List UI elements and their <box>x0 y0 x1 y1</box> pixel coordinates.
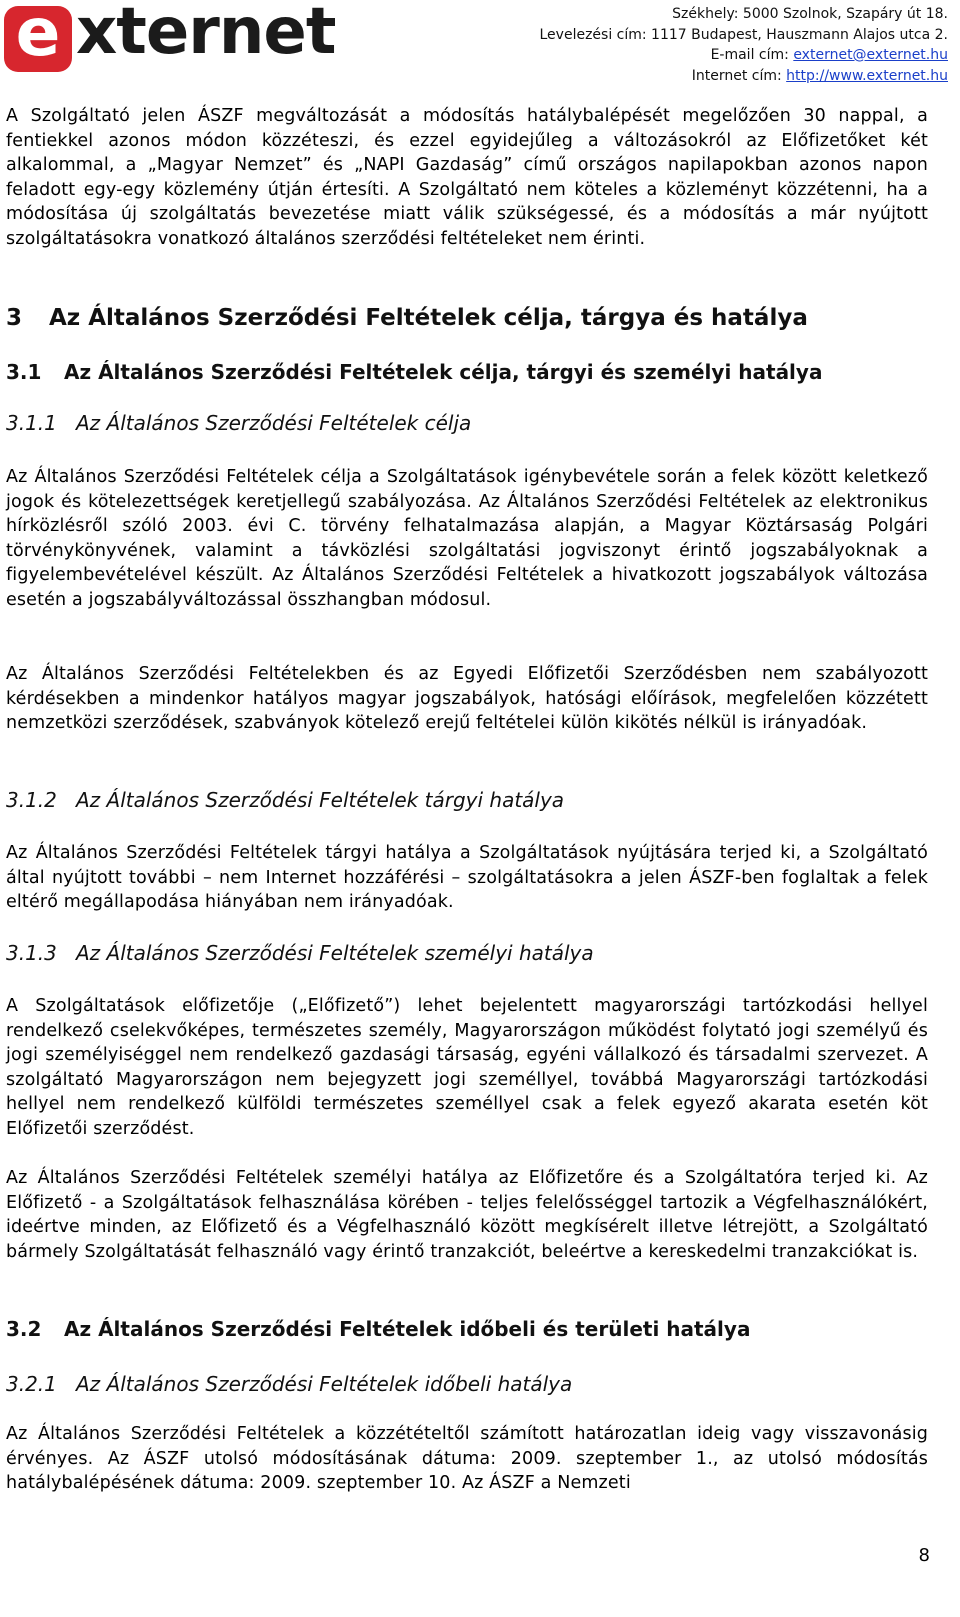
page-number: 8 <box>918 1545 930 1566</box>
paragraph-governing-law: Az Általános Szerződési Feltételekben és az Egyedi Előfizetői Szerződésben nem szabályozott kérdésekben a mindenkor hatályos magyar jogszabályok, hatósági előírások, megfelelően közzétett nemzetközi szerződések, szabványok kötelező erejű feltételei külön kikötés nélkül is irányadóak. <box>6 664 928 734</box>
page-header <box>0 0 960 90</box>
postal-line: Levelezési cím: 1117 Budapest, Hauszmann Alajos utca 2. <box>539 26 948 43</box>
logo-wordmark: xternet <box>76 0 336 69</box>
paragraph-personal-scope: Az Általános Szerződési Feltételek személyi hatálya az Előfizetőre és a Szolgáltatóra terjed ki. Az Előfizető - a Szolgáltatások felhasználása körében - teljes felelősséggel tartozik a Végfelhasználókért, ideértve minden, az Előfizető és a Végfelhasználó között megkísérelt illetve létrejött, a Szolgáltató bármely Szolgáltatását felhasználó vagy érintő tranzakciót, beleértve a kereskedelmi tranzakciókat is. <box>6 1168 928 1262</box>
paragraph-purpose: Az Általános Szerződési Feltételek célja a Szolgáltatások igénybevétele során a felek között keletkező jogok és kötelezettségek keretjellegű szabályozása. Az Általános Szerződési Feltételek az elektronikus hírközlésről szóló 2003. évi C. törvény felhatalmazása alapján, a Magyar Köztársaság Polgári törvénykönyvének, valamint a távközlési szolgáltatási jogviszonyt érintő jogszabályoknak a figyelembevételével készült. Az Általános Szerződési Feltételek a hivatkozott jogszabályok változása esetén a jogszabályváltozással összhangban módosul. <box>6 467 928 610</box>
email-link[interactable]: externet@externet.hu <box>793 47 948 63</box>
address-line: Székhely: 5000 Szolnok, Szapáry út 18. <box>672 6 948 22</box>
contact-block <box>540 4 949 86</box>
paragraph-subscriber-eligibility: A Szolgáltatások előfizetője („Előfizető”) lehet bejelentett magyarországi tartózkodási hellyel rendelkező cselekvőképes, természetes személy, Magyarországon működést folytató jogi személyű és jogi személyiséggel nem rendelkező gazdasági társaság, egyéni vállalkozó és társadalmi szervezet. A szolgáltató Magyarországon nem bejegyzett jogi személlyel, továbbá Magyarországi tartózkodási hellyel nem rendelkező külföldi természetes személlyel csak a felek egyező akarata esetén köt Előfizetői szerződést. <box>6 996 928 1139</box>
paragraph-modification-notice: A Szolgáltató jelen ÁSZF megváltozását a módosítás hatálybalépését megelőzően 30 nappal, a fentiekkel azonos módon közzéteszi, és ezzel egyidejűleg a változásokról az Előfizetőket két alkalommal, a „Magyar Nemzet” és „NAPI Gazdaság” című országos napilapokban azonos napon feladott egy-egy közlemény útján értesíti. A Szolgáltató nem köteles a közleményt közzétenni, ha a módosítása új szolgáltatás bevezetése miatt válik szükségessé, és a módosítás a már nyújtott szolgáltatásokra vonatkozó általános szerződési feltételeket nem érinti. <box>6 106 928 249</box>
paragraph-temporal-scope: Az Általános Szerződési Feltételek a közzétételtől számított határozatlan ideig vagy visszavonásig érvényes. Az ÁSZF utolsó módosításának dátuma: 2009. szeptember 1., az utolsó módosítás hatálybalépésének dátuma: 2009. szeptember 10. Az ÁSZF a Nemzeti <box>6 1424 928 1494</box>
paragraph-material-scope: Az Általános Szerződési Feltételek tárgyi hatálya a Szolgáltatások nyújtására terjed ki, a Szolgáltató által nyújtott további – nem Internet hozzáférési – szolgáltatásokra a jelen ÁSZF-ben foglaltak a felek eltérő megállapodása hiányában nem irányadóak. <box>6 843 928 913</box>
heading-section-3-1: 3.1 Az Általános Szerződési Feltételek célja, tárgyi és személyi hatálya <box>6 360 823 384</box>
email-line: E-mail cím: externet@externet.hu <box>710 47 948 63</box>
heading-section-3-2-1: 3.2.1 Az Általános Szerződési Feltételek időbeli hatálya <box>6 1372 573 1396</box>
heading-section-3-1-2: 3.1.2 Az Általános Szerződési Feltételek tárgyi hatálya <box>6 788 565 812</box>
web-link[interactable]: http://www.externet.hu <box>786 67 948 84</box>
web-line: Internet cím: http://www.externet.hu <box>691 67 948 84</box>
logo-e-mark: e <box>4 6 72 72</box>
heading-section-3-2: 3.2 Az Általános Szerződési Feltételek időbeli és területi hatálya <box>6 1317 751 1341</box>
heading-section-3-1-3: 3.1.3 Az Általános Szerződési Feltételek személyi hatálya <box>6 941 594 965</box>
heading-section-3: 3 Az Általános Szerződési Feltételek célja, tárgya és hatálya <box>6 305 808 331</box>
heading-section-3-1-1: 3.1.1 Az Általános Szerződési Feltételek célja <box>6 411 472 435</box>
